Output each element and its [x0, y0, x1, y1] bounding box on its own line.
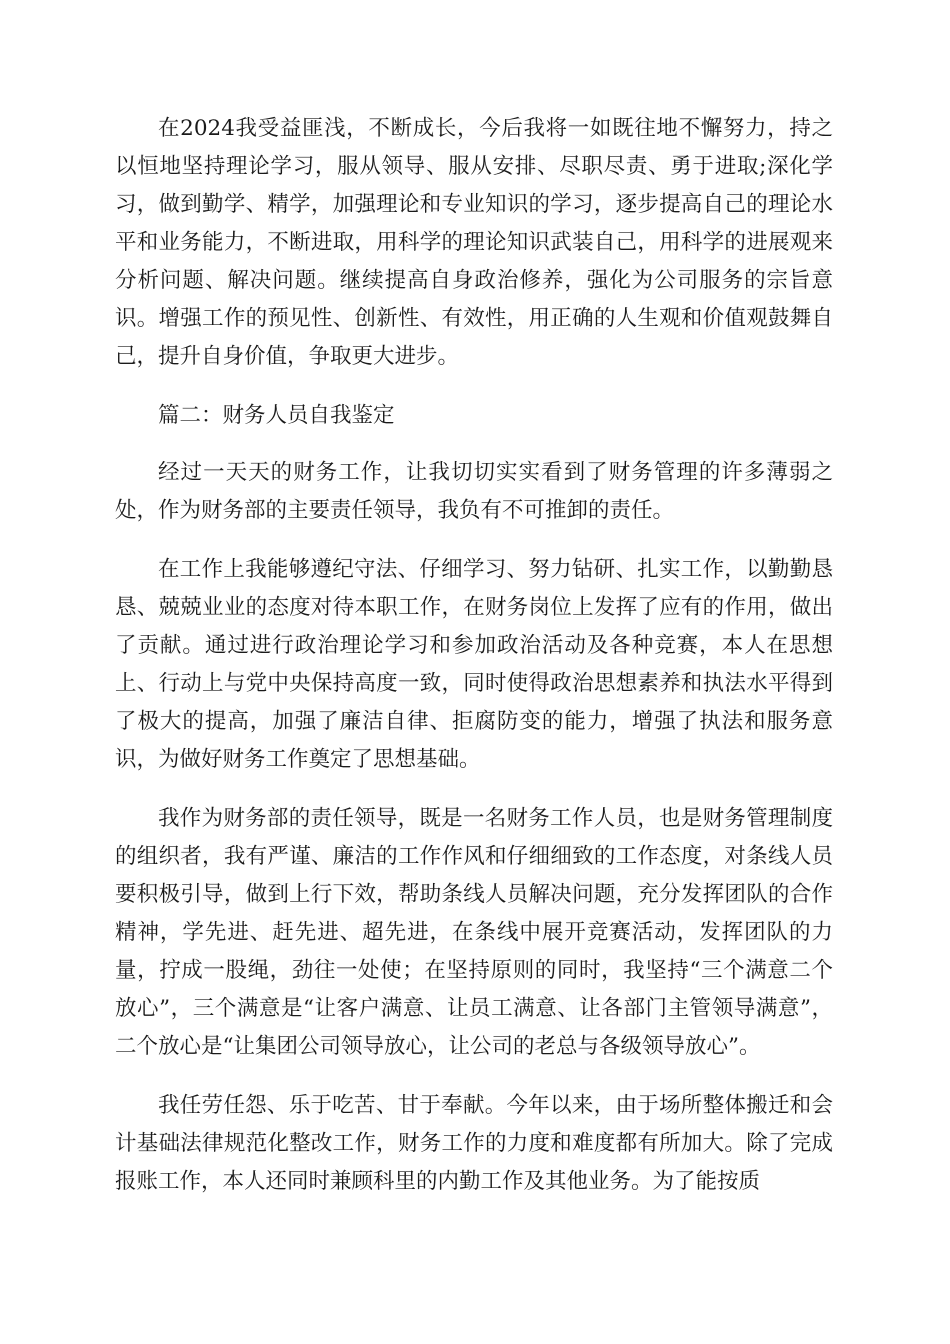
paragraph-leadership: 我作为财务部的责任领导，既是一名财务工作人员，也是财务管理制度的组织者，我有严谨、廉洁的工作作风和仔细细致的工作态度，对条线人员要积极引导，做到上行下效，帮助条线人员解决问题，充分发挥团队的合作精神，学先进、赶先进、超先进，在条线中展开竞赛活动，发挥团队的力量，拧成一股绳，劲往一处使；在坚持原则的同时，我坚持“三个满意二个放心”，三个满意是“让客户满意、让员工满意、让各部门主管领导满意”，二个放心是“让集团公司领导放心，让公司的老总与各级领导放心”。 [115, 806, 833, 1059]
section-heading: 篇二：财务人员自我鉴定 [158, 403, 395, 428]
paragraph-summary: 在2024我受益匪浅，不断成长，今后我将一如既往地不懈努力，持之以恒地坚持理论学习，服从领导、服从安排、尽职尽责、勇于进取;深化学习，做到勤学、精学，加强理论和专业知识的学习，逐步提高自己的理论水平和业务能力，不断进取，用科学的理论知识武装自己，用科学的进展观来分析问题、解决问题。继续提高自身政治修养，强化为公司服务的宗旨意识。增强工作的预见性、创新性、有效性，用正确的人生观和价值观鼓舞自己，提升自身价值，争取更大进步。 [115, 116, 833, 369]
paragraph-intro: 经过一天天的财务工作，让我切切实实看到了财务管理的许多薄弱之处，作为财务部的主要责任领导，我负有不可推卸的责任。 [115, 460, 833, 523]
paragraph-work-attitude: 在工作上我能够遵纪守法、仔细学习、努力钻研、扎实工作，以勤勤恳恳、兢兢业业的态度对待本职工作，在财务岗位上发挥了应有的作用，做出了贡献。通过进行政治理论学习和参加政治活动及各种竞赛，本人在思想上、行动上与党中央保持高度一致，同时使得政治思想素养和执法水平得到了极大的提高，加强了廉洁自律、拒腐防变的能力，增强了执法和服务意识，为做好财务工作奠定了思想基础。 [115, 557, 833, 772]
document-body [115, 110, 833, 1222]
paragraph-dedication: 我任劳任怨、乐于吃苦、甘于奉献。今年以来，由于场所整体搬迁和会计基础法律规范化整改工作，财务工作的力度和难度都有所加大。除了完成报账工作，本人还同时兼顾科里的内勤工作及其他业务。为了能按质 [115, 1093, 833, 1194]
